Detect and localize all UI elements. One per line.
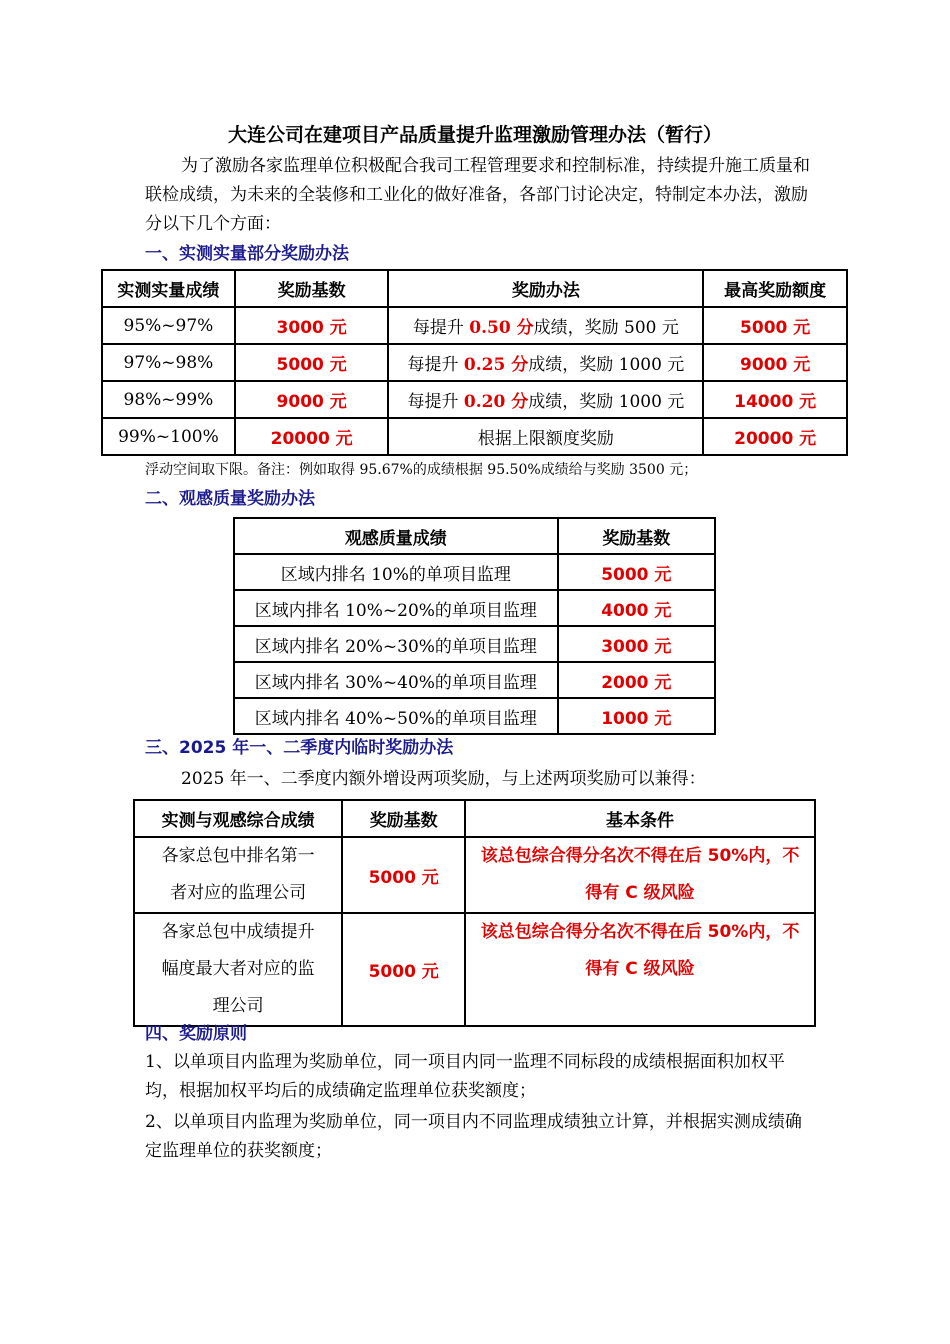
reward-method-cell bbox=[388, 307, 703, 344]
header-cell: 奖励基数 bbox=[342, 800, 465, 837]
intro-paragraph: 为了激励各家监理单位积极配合我司工程管理要求和控制标准，持续提升施工质量和联检成绩，为未来的全装修和工业化的做好准备，各部门讨论决定，特制定本办法，激励分以下几个方面： bbox=[145, 156, 810, 234]
table-row bbox=[234, 626, 715, 662]
condition-cell bbox=[465, 913, 815, 1026]
reward-base-cell: 1000 元 bbox=[558, 698, 715, 734]
appearance-reward-table bbox=[233, 517, 716, 735]
header-cell: 实测实量成绩 bbox=[102, 270, 235, 307]
principle-item: 2、以单项目内监理为奖励单位，同一项目内不同监理成绩独立计算，并根据实测成绩确定监理单位的获奖额度； bbox=[145, 1112, 802, 1161]
section4-heading: 四、奖励原则 bbox=[145, 1024, 247, 1044]
reward-base-cell: 5000 元 bbox=[235, 344, 389, 381]
recipient-line: 者对应的监理公司 bbox=[170, 883, 307, 903]
section1-heading: 一、实测实量部分奖励办法 bbox=[145, 244, 349, 264]
table-row bbox=[102, 307, 847, 344]
table-row bbox=[134, 837, 815, 913]
ranking-cell: 区域内排名 30%~40%的单项目监理 bbox=[234, 662, 558, 698]
header-cell: 实测与观感综合成绩 bbox=[134, 800, 342, 837]
recipient-line: 各家总包中排名第一 bbox=[161, 846, 315, 866]
method-score: 0.50 分 bbox=[469, 318, 534, 338]
score-range-cell: 97%~98% bbox=[102, 344, 235, 381]
recipient-line: 各家总包中成绩提升 bbox=[161, 922, 315, 942]
ranking-cell: 区域内排名 40%~50%的单项目监理 bbox=[234, 698, 558, 734]
header-cell: 奖励办法 bbox=[388, 270, 703, 307]
section3-intro: 2025 年一、二季度内额外增设两项奖励，与上述两项奖励可以兼得： bbox=[181, 769, 706, 789]
recipient-cell bbox=[134, 837, 342, 913]
reward-base-cell: 3000 元 bbox=[558, 626, 715, 662]
reward-base-cell: 9000 元 bbox=[235, 381, 389, 418]
reward-method-cell bbox=[388, 344, 703, 381]
header-cell: 奖励基数 bbox=[558, 518, 715, 554]
document-title: 大连公司在建项目产品质量提升监理激励管理办法（暂行） bbox=[227, 124, 722, 146]
condition-line: 得有 C 级风险 bbox=[585, 883, 695, 903]
table-row bbox=[234, 554, 715, 590]
method-score: 0.25 分 bbox=[463, 355, 529, 375]
condition-line: 得有 C 级风险 bbox=[585, 959, 695, 979]
ranking-cell: 区域内排名 20%~30%的单项目监理 bbox=[234, 626, 558, 662]
temporary-reward-table bbox=[133, 799, 816, 1027]
reward-base-cell: 3000 元 bbox=[235, 307, 389, 344]
score-range-cell: 99%~100% bbox=[102, 418, 235, 455]
condition-line: 该总包综合得分名次不得在后 50%内，不 bbox=[480, 922, 800, 942]
table-row bbox=[102, 344, 847, 381]
condition-cell bbox=[465, 837, 815, 913]
score-range-cell: 98%~99% bbox=[102, 381, 235, 418]
method-score: 0.20 分 bbox=[463, 392, 529, 412]
header-cell: 最高奖励额度 bbox=[703, 270, 847, 307]
reward-base-cell: 5000 元 bbox=[342, 837, 465, 913]
table-row bbox=[234, 698, 715, 734]
method-prefix: 根据上限额度奖励 bbox=[477, 429, 614, 449]
max-reward-cell: 20000 元 bbox=[703, 418, 847, 455]
reward-method-cell bbox=[388, 381, 703, 418]
reward-method-cell bbox=[388, 418, 703, 455]
section1-note: 浮动空间取下限。备注：例如取得 95.67%的成绩根据 95.50%成绩给与奖励 3500 元； bbox=[145, 462, 698, 478]
reward-base-cell: 5000 元 bbox=[342, 913, 465, 1026]
method-suffix: 成绩，奖励 500 元 bbox=[533, 318, 679, 338]
recipient-cell bbox=[134, 913, 342, 1026]
reward-base-cell: 2000 元 bbox=[558, 662, 715, 698]
reward-base-cell: 4000 元 bbox=[558, 590, 715, 626]
principle-item: 1、以单项目内监理为奖励单位，同一项目内同一监理不同标段的成绩根据面积加权平均，根据加权平均后的成绩确定监理单位获奖额度； bbox=[145, 1052, 785, 1101]
header-cell: 奖励基数 bbox=[235, 270, 389, 307]
table-row bbox=[234, 590, 715, 626]
reward-base-cell: 5000 元 bbox=[558, 554, 715, 590]
table-header-row bbox=[234, 518, 715, 554]
table-row bbox=[102, 381, 847, 418]
ranking-cell: 区域内排名 10%~20%的单项目监理 bbox=[234, 590, 558, 626]
recipient-line: 幅度最大者对应的监 bbox=[161, 959, 315, 979]
condition-line: 该总包综合得分名次不得在后 50%内，不 bbox=[480, 846, 800, 866]
table-header-row bbox=[134, 800, 815, 837]
header-cell: 观感质量成绩 bbox=[234, 518, 558, 554]
recipient-line: 理公司 bbox=[212, 996, 264, 1016]
method-prefix: 每提升 bbox=[412, 318, 470, 338]
method-suffix: 成绩，奖励 1000 元 bbox=[528, 355, 685, 375]
table-row bbox=[234, 662, 715, 698]
section2-heading: 二、观感质量奖励办法 bbox=[145, 489, 315, 509]
max-reward-cell: 9000 元 bbox=[703, 344, 847, 381]
section3-heading: 三、2025 年一、二季度内临时奖励办法 bbox=[145, 738, 454, 758]
table-header-row bbox=[102, 270, 847, 307]
header-cell: 基本条件 bbox=[465, 800, 815, 837]
max-reward-cell: 14000 元 bbox=[703, 381, 847, 418]
reward-base-cell: 20000 元 bbox=[235, 418, 389, 455]
method-suffix: 成绩，奖励 1000 元 bbox=[528, 392, 685, 412]
table-row bbox=[134, 913, 815, 1026]
score-range-cell: 95%~97% bbox=[102, 307, 235, 344]
table-row bbox=[102, 418, 847, 455]
measurement-reward-table bbox=[101, 269, 848, 456]
method-prefix: 每提升 bbox=[407, 392, 464, 412]
ranking-cell: 区域内排名 10%的单项目监理 bbox=[234, 554, 558, 590]
method-prefix: 每提升 bbox=[407, 355, 464, 375]
max-reward-cell: 5000 元 bbox=[703, 307, 847, 344]
